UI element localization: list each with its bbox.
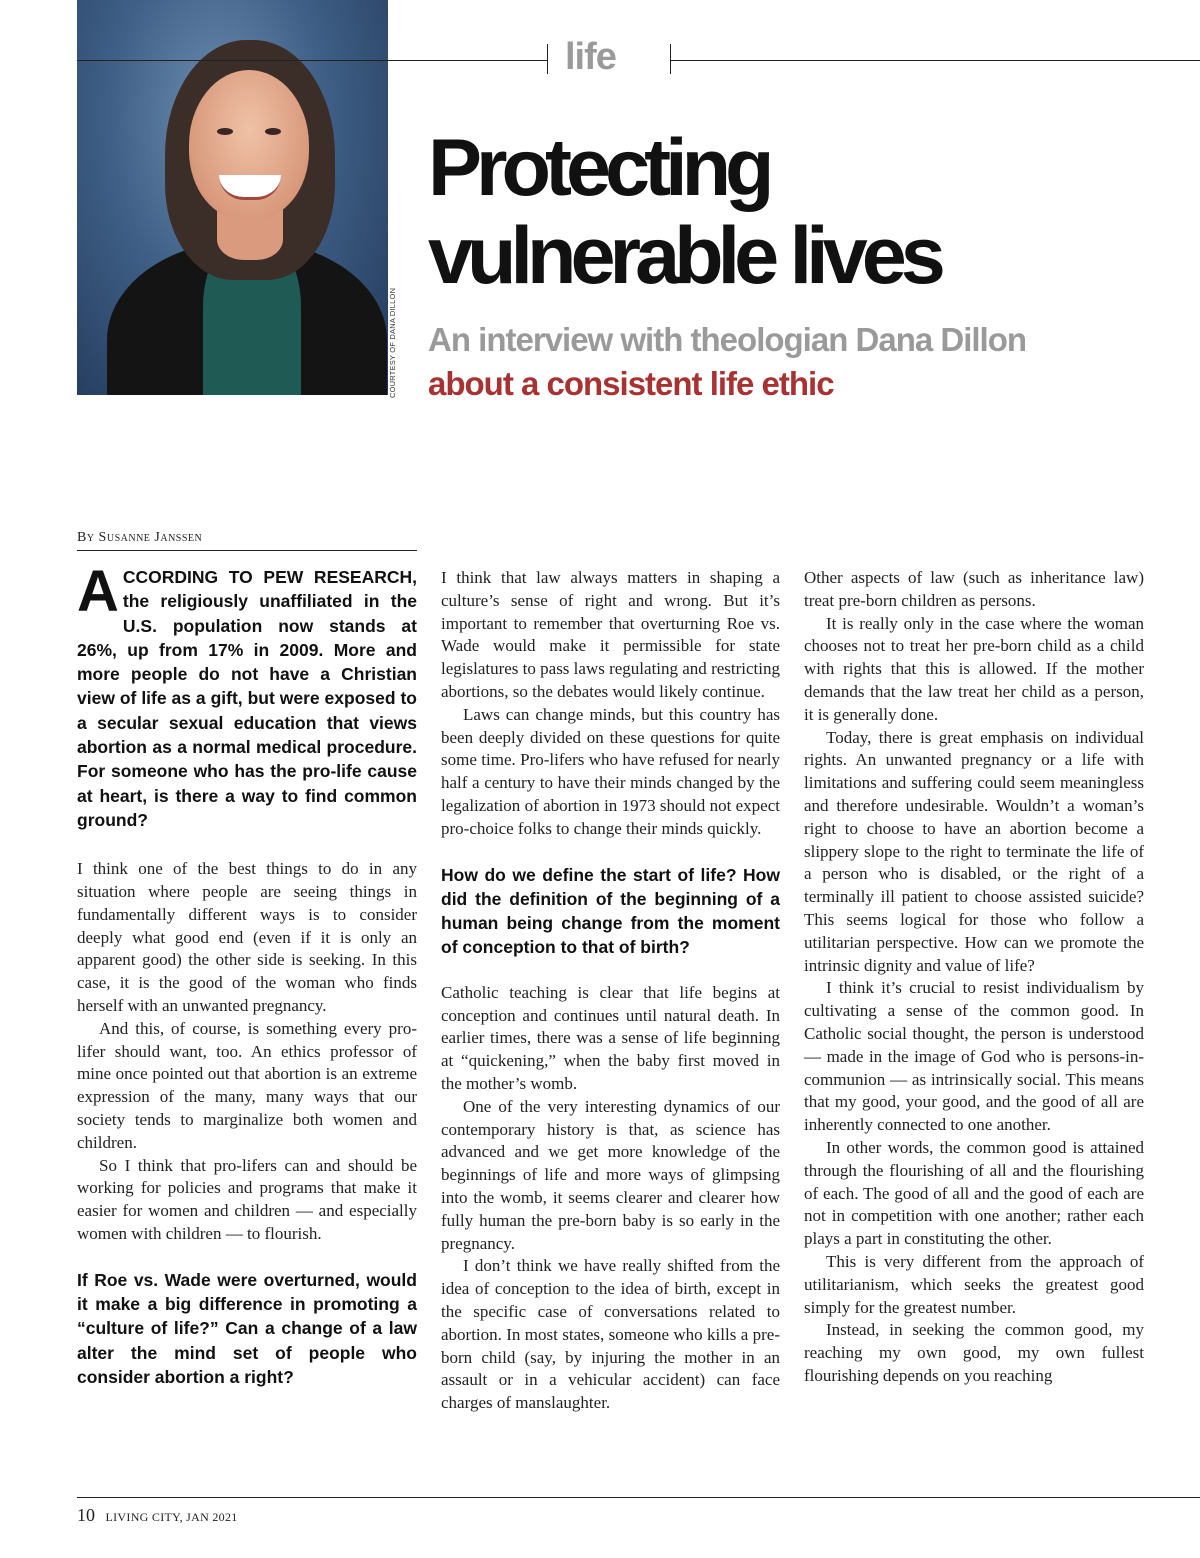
portrait-eye — [265, 128, 281, 135]
headline-line-2: vulnerable lives — [428, 211, 940, 301]
answer-paragraph: Instead, in seeking the common good, my reaching my own good, my own fullest flourishing depends on you reaching — [804, 1320, 1144, 1385]
deck-accent-text: about a consistent life ethic — [428, 365, 834, 402]
answer-paragraph: I don’t think we have really shifted from the idea of conception to the idea of birth, except in the specific case of conversations related to abortion. In most states, someone who kills a pre-born child (say, by injuring the mother in an assault or in a vehicular accident) can face charges of manslaughter. — [441, 1256, 780, 1413]
answer-paragraph: So I think that pro-lifers can and should be working for policies and programs that make it easier for women and children — and especially women with children — to flourish. — [77, 1155, 417, 1244]
answer-paragraph: This is very different from the approach of utilitarianism, which seeks the greatest good simply for the greatest number. — [804, 1251, 1144, 1317]
publication-name-date: LIVING CITY, JAN 2021 — [105, 1510, 238, 1524]
lead-question — [77, 559, 417, 832]
footer-rule — [77, 1497, 1200, 1498]
answer-paragraph: One of the very interesting dynamics of our contemporary history is that, as science has advanced and we get more knowledge of the beginnings of life and more ways of glimpsing into the womb, it seems clearer and clearer how fully human the pre-born baby is so early in the pregnancy. — [441, 1096, 780, 1253]
article-column-1 — [77, 559, 417, 1389]
interview-question: How do we define the start of life? How did the definition of the beginning of a human being change from the moment of conception to that of birth? — [441, 864, 780, 958]
byline: By Susanne Janssen — [77, 530, 417, 551]
header-rule-right — [670, 60, 1200, 61]
answer-paragraph: In other words, the common good is attained through the flourishing of all and the flourishing of each. The good of all and the good of each are not in competition with one another; rather each plays a part in constituting the other. — [804, 1137, 1144, 1249]
answer-paragraph: Catholic teaching is clear that life begins at conception and continues until natural death. In earlier times, there was a sense of life beginning at “quickening,” when the baby first moved in the mother’s womb. — [441, 982, 780, 1093]
page-number: 10 — [77, 1505, 95, 1525]
deck-grey-text: An interview with theologian Dana Dillon — [428, 321, 1027, 358]
lead-question-text: CCORDING TO PEW RESEARCH, the religiously unaffiliated in the U.S. population now stands at 26%, up from 17% in 2009. More and more people do not have a Christian view of life as a gift, but were exposed to a secular sexual education that views abortion as a normal medical procedure. For someone who has the pro-life cause at heart, is there a way to find common ground? — [77, 567, 417, 830]
header-rule-left — [77, 60, 547, 61]
section-label: life — [565, 36, 616, 78]
article-column-3 — [804, 567, 1144, 1388]
portrait-eye — [217, 128, 233, 135]
answer-paragraph: Laws can change minds, but this country has been deeply divided on these questions for quite some time. Pro-lifers who have refused for nearly half a century to have their minds changed by the legalization of abortion in 1973 should not expect pro-choice folks to change their minds quickly. — [441, 704, 780, 838]
interview-question: If Roe vs. Wade were overturned, would it make a big difference in promoting a “culture of life?” Can a change of a law alter the mind set of people who consider abortion a right? — [77, 1269, 417, 1387]
article-headline — [428, 124, 1128, 300]
spacer — [77, 1246, 417, 1268]
spacer — [441, 960, 780, 982]
answer-paragraph: I think it’s crucial to resist individualism by cultivating a sense of the common good. In Catholic social thought, the person is understood — made in the image of God who is persons-in-communion — as intrinsically social. This means that my good, your good, and the good of all are inherently connected to one another. — [804, 978, 1144, 1135]
interview-question-inline: Today, there is great emphasis on individual rights. An unwanted pregnancy or a life with limitations and suffering could seem meaningless and therefore undesirable. Wouldn’t a woman’s right to choose to have an abortion become a slippery slope to the right to terminate the life of a person who is disabled, or the right of a terminally ill patient to choose assisted suicide? This seems logical for those who follow a utilitarian perspective. How can we promote the intrinsic dignity and value of life? — [804, 727, 1144, 975]
answer-paragraph: It is really only in the case where the woman chooses not to treat her pre-born child as a child with rights that this is allowed. If the mother demands that the law treat her child as a person, it is generally done. — [804, 613, 1144, 724]
answer-paragraph: I think one of the best things to do in any situation where people are seeing things in fundamentally different ways is to consider deeply what good end (even if it is only an apparent good) the other side is seeking. In this case, it is the good of the woman who finds herself with an unwanted pregnancy. — [77, 859, 417, 1016]
article-deck — [428, 318, 1068, 406]
article-column-2 — [441, 567, 780, 1415]
header-tick-right — [670, 44, 671, 74]
answer-paragraph: I think that law always matters in shaping a culture’s sense of right and wrong. But it’s important to remember that overturning Roe vs. Wade would make it permissible for state legislatures to pass laws regulating and restricting abortions, so the debates would likely continue. — [441, 568, 780, 701]
spacer — [441, 841, 780, 863]
answer-paragraph: Other aspects of law (such as inheritance law) treat pre-born children as persons. — [804, 568, 1144, 610]
photo-credit: COURTESY OF DANA DILLON — [388, 287, 397, 398]
page-footer — [77, 1505, 238, 1526]
headline-line-1: Protecting — [428, 123, 769, 213]
answer-paragraph: And this, of course, is something every pro-lifer should want, too. An ethics professor of mine once pointed out that abortion is an extreme expression of the many, many ways that our society tends to marginalize both women and children. — [77, 1018, 417, 1152]
drop-cap: A — [77, 559, 119, 624]
spacer — [77, 832, 417, 858]
header-tick-left — [547, 44, 548, 74]
